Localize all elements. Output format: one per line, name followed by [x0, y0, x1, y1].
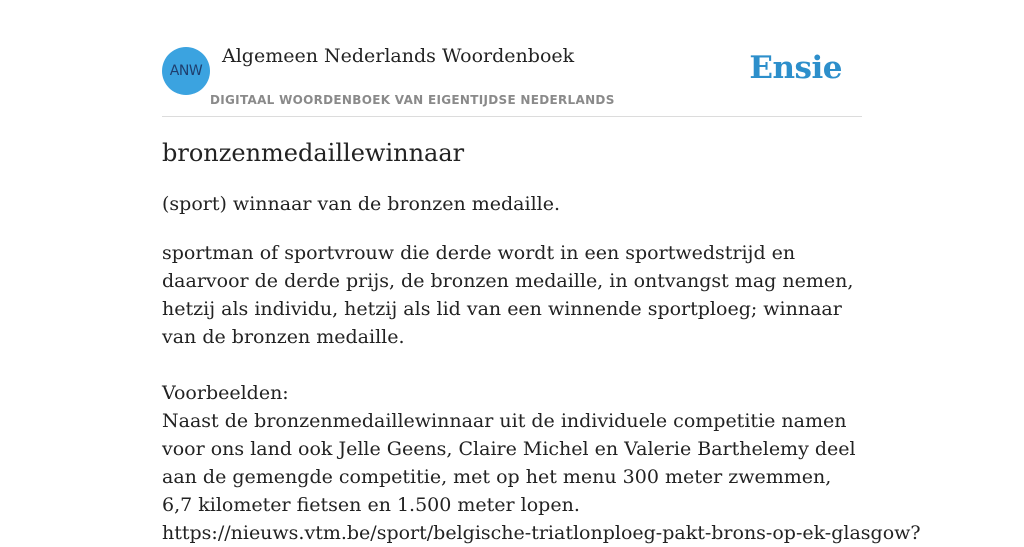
long-definition: sportman of sportvrouw die derde wordt in een sportwedstrijd en daarvoor de derde prijs, de bronzen medaille, in ontvangst mag nemen, hetzij als individu, hetzij als lid van een winnende sportploeg; winnaar van de bronzen medaille. — [162, 242, 854, 348]
entry-body — [162, 239, 921, 547]
site-title[interactable]: Algemeen Nederlands Woordenboek — [222, 45, 575, 67]
site-subtitle: DIGITAAL WOORDENBOEK VAN EIGENTIJDSE NEDERLANDS — [210, 93, 615, 107]
logo-text: ANW — [169, 63, 203, 79]
page-container — [162, 0, 921, 544]
example-text: Naast de bronzenmedaillewinnaar uit de individuele competitie namen voor ons land ook Jelle Geens, Claire Michel en Valerie Barthelemy deel aan de gemengde competitie, met op het menu 300 meter zwemmen, 6,7 kilometer fietsen en 1.500 meter lopen. — [162, 410, 856, 516]
short-definition: (sport) winnaar van de bronzen medaille. — [162, 193, 561, 215]
spacer — [162, 351, 862, 379]
anw-logo[interactable] — [162, 47, 210, 95]
entry-headword: bronzenmedaillewinnaar — [162, 139, 465, 167]
ensie-brand-link[interactable]: Ensie — [749, 50, 842, 86]
source-url-link[interactable]: https://nieuws.vtm.be/sport/belgische-triatlonploeg-pakt-brons-op-ek-glasgow? — [162, 522, 921, 544]
site-header — [162, 0, 862, 117]
examples-label: Voorbeelden: — [162, 382, 289, 404]
